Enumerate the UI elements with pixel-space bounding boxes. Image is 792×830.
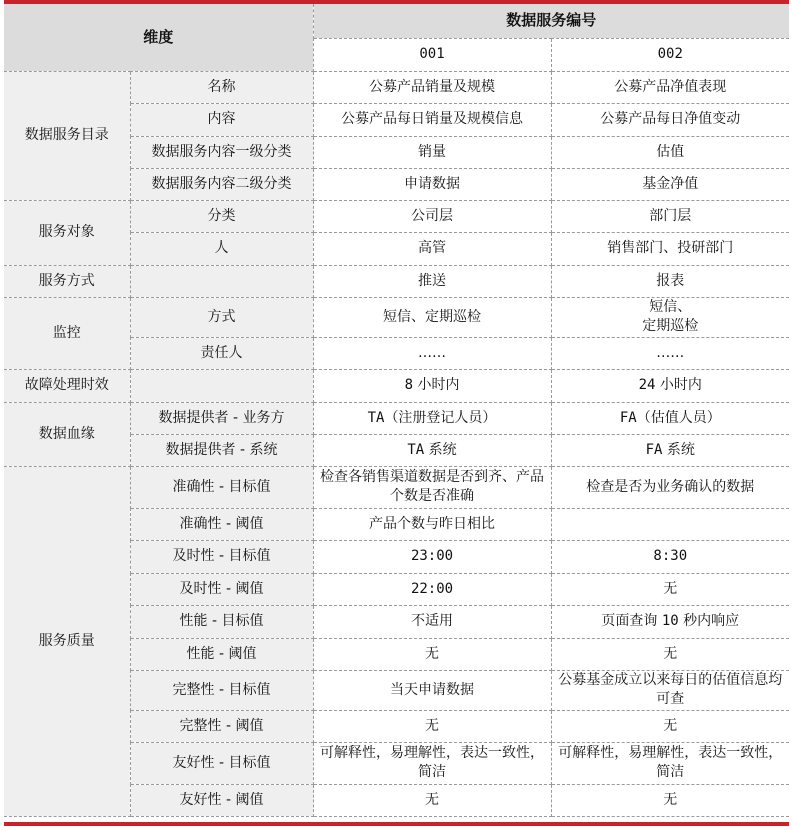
system-002-text: 系统: [662, 441, 695, 458]
cell-system-001: [313, 434, 551, 466]
business-002-code: FA: [619, 409, 637, 426]
cell-system-002: [551, 434, 789, 466]
cell-completeness-threshold-001: 无: [313, 710, 551, 742]
cell-accuracy-target-001: 检查各销售渠道数据是否到齐、产品个数是否准确: [313, 466, 551, 508]
row-label-level1: 数据服务内容一级分类: [130, 136, 313, 168]
cell-method-001: 推送: [313, 265, 551, 297]
cell-mode-002-line1: 短信、: [649, 299, 692, 315]
cell-person-001: 高管: [313, 232, 551, 265]
cell-completeness-threshold-002: 无: [551, 710, 789, 742]
row-label-business: 数据提供者 - 业务方: [130, 402, 313, 434]
cell-accuracy-target-002: 检查是否为业务确认的数据: [551, 466, 789, 508]
fault-001-number: 8: [404, 377, 413, 393]
row-label-content: 内容: [130, 103, 313, 136]
quality-group-label: 服务质量: [4, 466, 130, 816]
fault-empty-label: [130, 369, 313, 402]
cell-friendliness-target-002: 可解释性，易理解性，表达一致性，简洁: [551, 742, 789, 784]
row-label-mode: 方式: [130, 297, 313, 337]
business-001-code: TA: [367, 409, 385, 426]
cell-content-001: 公募产品每日销量及规模信息: [313, 103, 551, 136]
column-002-header: 002: [551, 38, 789, 71]
row-label-system: 数据提供者 - 系统: [130, 434, 313, 466]
cell-timeliness-target-001: 23:00: [313, 540, 551, 573]
method-group-label: 服务方式: [4, 265, 130, 297]
monitor-group-label: 监控: [4, 297, 130, 369]
cell-performance-target-001: 不适用: [313, 605, 551, 638]
cell-level2-002: 基金净值: [551, 168, 789, 200]
cell-timeliness-threshold-002: 无: [551, 573, 789, 605]
row-label-completeness-target: 完整性 - 目标值: [130, 670, 313, 710]
cell-category-001: 公司层: [313, 200, 551, 232]
performance-002-text-a: 页面查询: [601, 613, 662, 629]
cell-performance-threshold-002: 无: [551, 638, 789, 670]
row-label-person: 人: [130, 232, 313, 265]
cell-fault-002: [551, 369, 789, 402]
column-001-header: 001: [313, 38, 551, 71]
target-group-label: 服务对象: [4, 200, 130, 265]
business-002-text: （估值人员）: [636, 409, 721, 426]
performance-002-text-b: 秒内响应: [678, 613, 740, 629]
cell-owner-002: ……: [551, 337, 789, 369]
cell-completeness-target-002: 公募基金成立以来每日的估值信息均可查: [551, 670, 789, 710]
row-label-friendliness-target: 友好性 - 目标值: [130, 742, 313, 784]
row-label-name: 名称: [130, 71, 313, 103]
row-label-timeliness-threshold: 及时性 - 阈值: [130, 573, 313, 605]
cell-timeliness-target-002: 8:30: [551, 540, 789, 573]
cell-performance-threshold-001: 无: [313, 638, 551, 670]
row-label-accuracy-target: 准确性 - 目标值: [130, 466, 313, 508]
row-label-performance-threshold: 性能 - 阈值: [130, 638, 313, 670]
cell-business-002: [551, 402, 789, 434]
row-label-timeliness-target: 及时性 - 目标值: [130, 540, 313, 573]
business-001-text: （注册登记人员）: [384, 409, 497, 426]
row-label-level2: 数据服务内容二级分类: [130, 168, 313, 200]
cell-owner-001: ……: [313, 337, 551, 369]
row-label-performance-target: 性能 - 目标值: [130, 605, 313, 638]
cell-business-001: [313, 402, 551, 434]
cell-person-002: 销售部门、投研部门: [551, 232, 789, 265]
cell-content-002: 公募产品每日净值变动: [551, 103, 789, 136]
row-label-completeness-threshold: 完整性 - 阈值: [130, 710, 313, 742]
cell-performance-target-002: [551, 605, 789, 638]
cell-friendliness-target-001: 可解释性，易理解性，表达一致性，简洁: [313, 742, 551, 784]
system-001-text: 系统: [424, 441, 457, 458]
lineage-group-label: 数据血缘: [4, 402, 130, 466]
cell-level1-001: 销量: [313, 136, 551, 168]
fault-002-number: 24: [638, 377, 656, 393]
catalog-group-label: 数据服务目录: [4, 71, 130, 200]
fault-001-unit: 小时内: [413, 377, 460, 393]
performance-002-number: 10: [661, 613, 679, 629]
dimension-header: 维度: [4, 4, 313, 71]
cell-category-002: 部门层: [551, 200, 789, 232]
row-label-friendliness-threshold: 友好性 - 阈值: [130, 784, 313, 816]
cell-mode-002: [551, 297, 789, 337]
cell-timeliness-threshold-001: 22:00: [313, 573, 551, 605]
row-label-accuracy-threshold: 准确性 - 阈值: [130, 508, 313, 540]
cell-name-001: 公募产品销量及规模: [313, 71, 551, 103]
row-label-owner: 责任人: [130, 337, 313, 369]
cell-method-002: 报表: [551, 265, 789, 297]
cell-level1-002: 估值: [551, 136, 789, 168]
data-service-table: [4, 4, 789, 817]
cell-completeness-target-001: 当天申请数据: [313, 670, 551, 710]
cell-friendliness-threshold-001: 无: [313, 784, 551, 816]
method-empty-label: [130, 265, 313, 297]
cell-name-002: 公募产品净值表现: [551, 71, 789, 103]
cell-level2-001: 申请数据: [313, 168, 551, 200]
bottom-red-rule: [4, 822, 789, 826]
cell-mode-001: 短信、定期巡检: [313, 297, 551, 337]
service-number-header: 数据服务编号: [313, 4, 789, 38]
row-label-category: 分类: [130, 200, 313, 232]
system-002-code: FA: [645, 441, 663, 458]
cell-fault-001: [313, 369, 551, 402]
fault-002-unit: 小时内: [655, 377, 702, 393]
cell-friendliness-threshold-002: 无: [551, 784, 789, 816]
cell-mode-002-line2: 定期巡检: [642, 318, 699, 334]
cell-accuracy-threshold-001: 产品个数与昨日相比: [313, 508, 551, 540]
cell-accuracy-threshold-002: [551, 508, 789, 540]
system-001-code: TA: [407, 441, 425, 458]
fault-group-label: 故障处理时效: [4, 369, 130, 402]
